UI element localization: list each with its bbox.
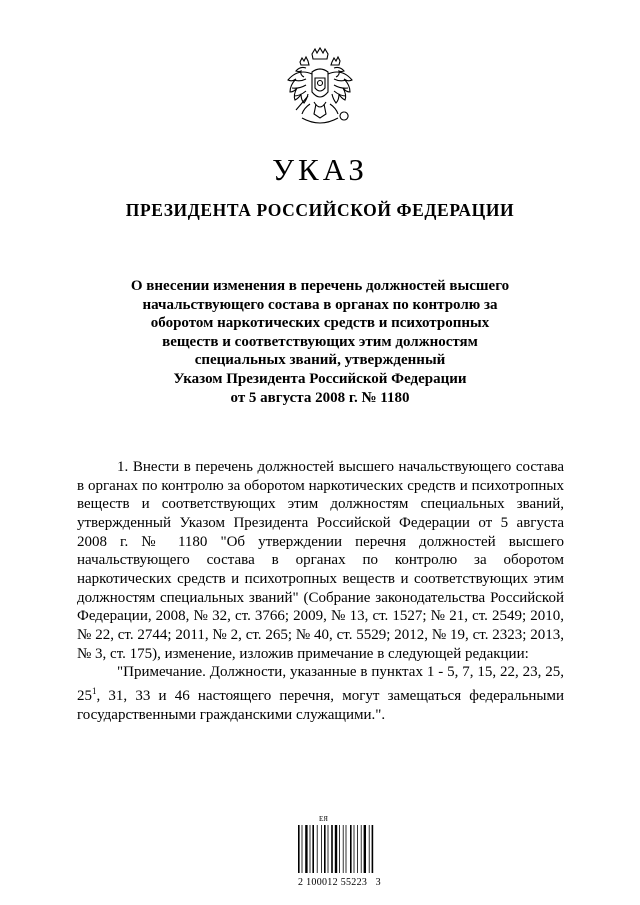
barcode-bar bbox=[317, 825, 318, 873]
barcode-bar bbox=[328, 825, 329, 873]
heading-line: веществ и соответствующих этим должностям bbox=[162, 333, 478, 350]
barcode-bar bbox=[312, 825, 314, 873]
barcode-bar bbox=[364, 825, 366, 873]
decree-body bbox=[77, 458, 564, 724]
heading-line: О внесении изменения в перечень должностей высшего bbox=[130, 278, 510, 294]
document-subtitle: ПРЕЗИДЕНТА РОССИЙСКОЙ ФЕДЕРАЦИИ bbox=[125, 200, 515, 220]
barcode-bar bbox=[369, 825, 370, 873]
paragraph-1: 1. Внести в перечень должностей высшего начальствующего состава в органах по контролю за оборотом наркотических средств и психотропных веществ и соответствующих этим должностям специальных званий, утвержденный Указом Президента Российской Федерации от 5 августа 2008 г. № 1180 "Об утверждении перечня должностей высшего начальствующего состава в органах по контролю за оборотом наркотических средств и психотропных веществ и соответствующих этим должностям специальных званий" (Собрание законодательства Российской Федерации, 2008, № 32, ст. 3766; 2009, № 13, ст. 1527; № 21, ст. 2549; 2010, № 22, ст. 2744; 2011, № 2, ст. 265; № 40, ст. 5529; 2012, № 19, ст. 2323; 2013, № 3, ст. 175), изменение, изложив примечание в следующей редакции: bbox=[77, 459, 564, 662]
barcode-bar bbox=[361, 825, 362, 873]
barcode-bar bbox=[343, 825, 344, 873]
barcode-bar bbox=[321, 825, 322, 873]
barcode-mark: ЕЯ bbox=[319, 815, 328, 823]
barcode-bar bbox=[350, 825, 352, 873]
note-text-start: "Примечание. Должности, указанные в пунктах 1 - 5, 7, 15, 22, 23, 25, 25 bbox=[77, 664, 564, 704]
barcode-bar bbox=[354, 825, 355, 873]
barcode-bar bbox=[310, 825, 311, 873]
barcode-bar bbox=[339, 825, 340, 873]
barcode-bar bbox=[305, 825, 307, 873]
heading-line: оборотом наркотических средств и психотропных bbox=[150, 315, 490, 332]
barcode-bar bbox=[335, 825, 337, 873]
paragraph-note bbox=[77, 663, 564, 724]
barcode-digits: 2 100012 55223 3 bbox=[298, 877, 381, 888]
barcode-bar bbox=[324, 825, 326, 873]
barcode-bar bbox=[298, 825, 300, 873]
barcode-bar bbox=[302, 825, 303, 873]
note-superscript: 1 bbox=[92, 685, 97, 696]
barcode-icon bbox=[296, 817, 376, 875]
barcode-bar bbox=[357, 825, 358, 873]
barcode-bar bbox=[331, 825, 333, 873]
heading-line: специальных званий, утвержденный bbox=[194, 352, 446, 369]
note-text-end: , 31, 33 и 46 настоящего перечня, могут замещаться федеральными государственными гражданскими служащими.". bbox=[77, 687, 564, 723]
heading-line: от 5 августа 2008 г. № 1180 bbox=[230, 389, 410, 406]
document-title: УКАЗ bbox=[272, 152, 368, 187]
barcode-bar bbox=[346, 825, 347, 873]
heading-line: Указом Президента Российской Федерации bbox=[173, 370, 467, 387]
barcode-bar bbox=[372, 825, 374, 873]
double-headed-eagle-icon bbox=[282, 46, 358, 140]
heading-line: начальствующего состава в органах по контролю за bbox=[142, 296, 498, 313]
decree-heading bbox=[90, 277, 550, 407]
